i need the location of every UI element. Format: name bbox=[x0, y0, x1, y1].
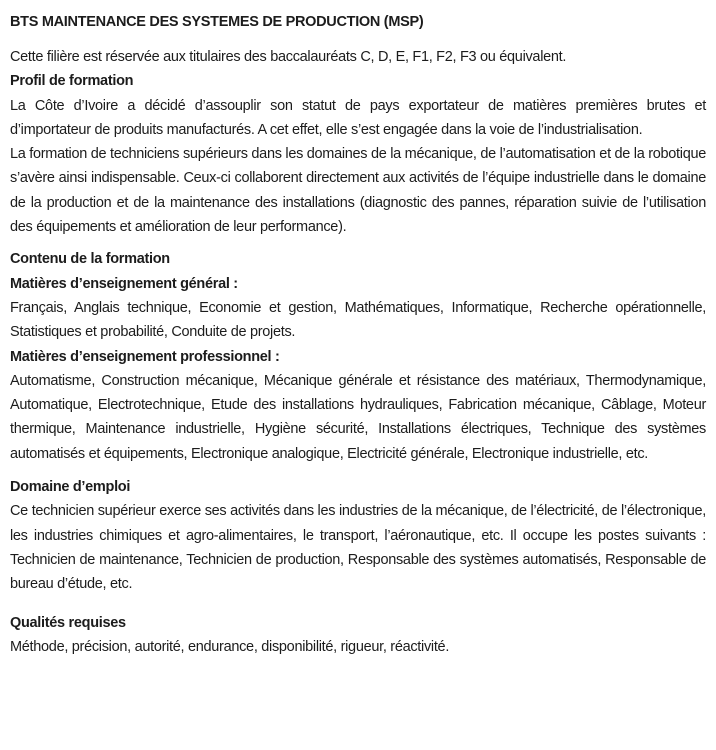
document-title: BTS MAINTENANCE DES SYSTEMES DE PRODUCTION (MSP) bbox=[10, 14, 424, 30]
heading-matieres-enseignement-professionnel: Matières d’enseignement professionnel : bbox=[10, 348, 280, 365]
matieres-professionnel-paragraph: Automatisme, Construction mécanique, Mécanique générale et résistance des matériaux, Thermodynamique, Automatique, Electrotechnique, Etude des installations hydrauliques, Fabrication mécanique, Câblage, Moteur thermique, Maintenance industrielle, Hygiène sécurité, Installations électriques, Technique des systèmes automatisés et équipements, Electronique analogique, Electricité générale, Electronique industrielle, etc. bbox=[10, 372, 706, 462]
profil-paragraph-2: La formation de techniciens supérieurs dans les domaines de la mécanique, de l’automatisation et de la robotique s’avère ainsi indispensable. Ceux-ci collaborent directement aux activités de l’équipe industrielle dans le domaine de la production et de la maintenance des installations (diagnostic des pannes, réparation suivie de l’utilisation des équipements et amélioration de leur performance). bbox=[10, 146, 706, 236]
heading-qualites-requises: Qualités requises bbox=[10, 614, 126, 631]
intro-paragraph: Cette filière est réservée aux titulaires des baccalauréats C, D, E, F1, F2, F3 ou équivalent. bbox=[10, 49, 567, 65]
qualites-requises-paragraph: Méthode, précision, autorité, endurance, disponibilité, rigueur, réactivité. bbox=[10, 638, 450, 655]
heading-domaine-emploi: Domaine d’emploi bbox=[10, 479, 131, 496]
heading-contenu-de-la-formation: Contenu de la formation bbox=[10, 251, 170, 268]
matieres-general-paragraph: Français, Anglais technique, Economie et gestion, Mathématiques, Informatique, Recherche opérationnelle, Statistiques et probabilité, Conduite de projets. bbox=[10, 299, 706, 341]
heading-matieres-enseignement-general: Matières d’enseignement général : bbox=[10, 275, 238, 292]
profil-paragraph-1: La Côte d’Ivoire a décidé d’assouplir son statut de pays exportateur de matières premières brutes et d’importateur de produits manufacturés. A cet effet, elle s’est engagée dans la voie de l’industrialisation. bbox=[10, 97, 706, 138]
heading-profil-de-formation: Profil de formation bbox=[10, 73, 134, 90]
domaine-emploi-paragraph: Ce technicien supérieur exerce ses activités dans les industries de la mécanique, de l’électricité, de l’électronique, les industries chimiques et agro-alimentaires, le transport, l’aéronautique, etc. Il occupe les postes suivants : Technicien de maintenance, Technicien de production, Responsable des systèmes automatisés, Responsable de bureau d’étude, etc. bbox=[10, 503, 706, 593]
